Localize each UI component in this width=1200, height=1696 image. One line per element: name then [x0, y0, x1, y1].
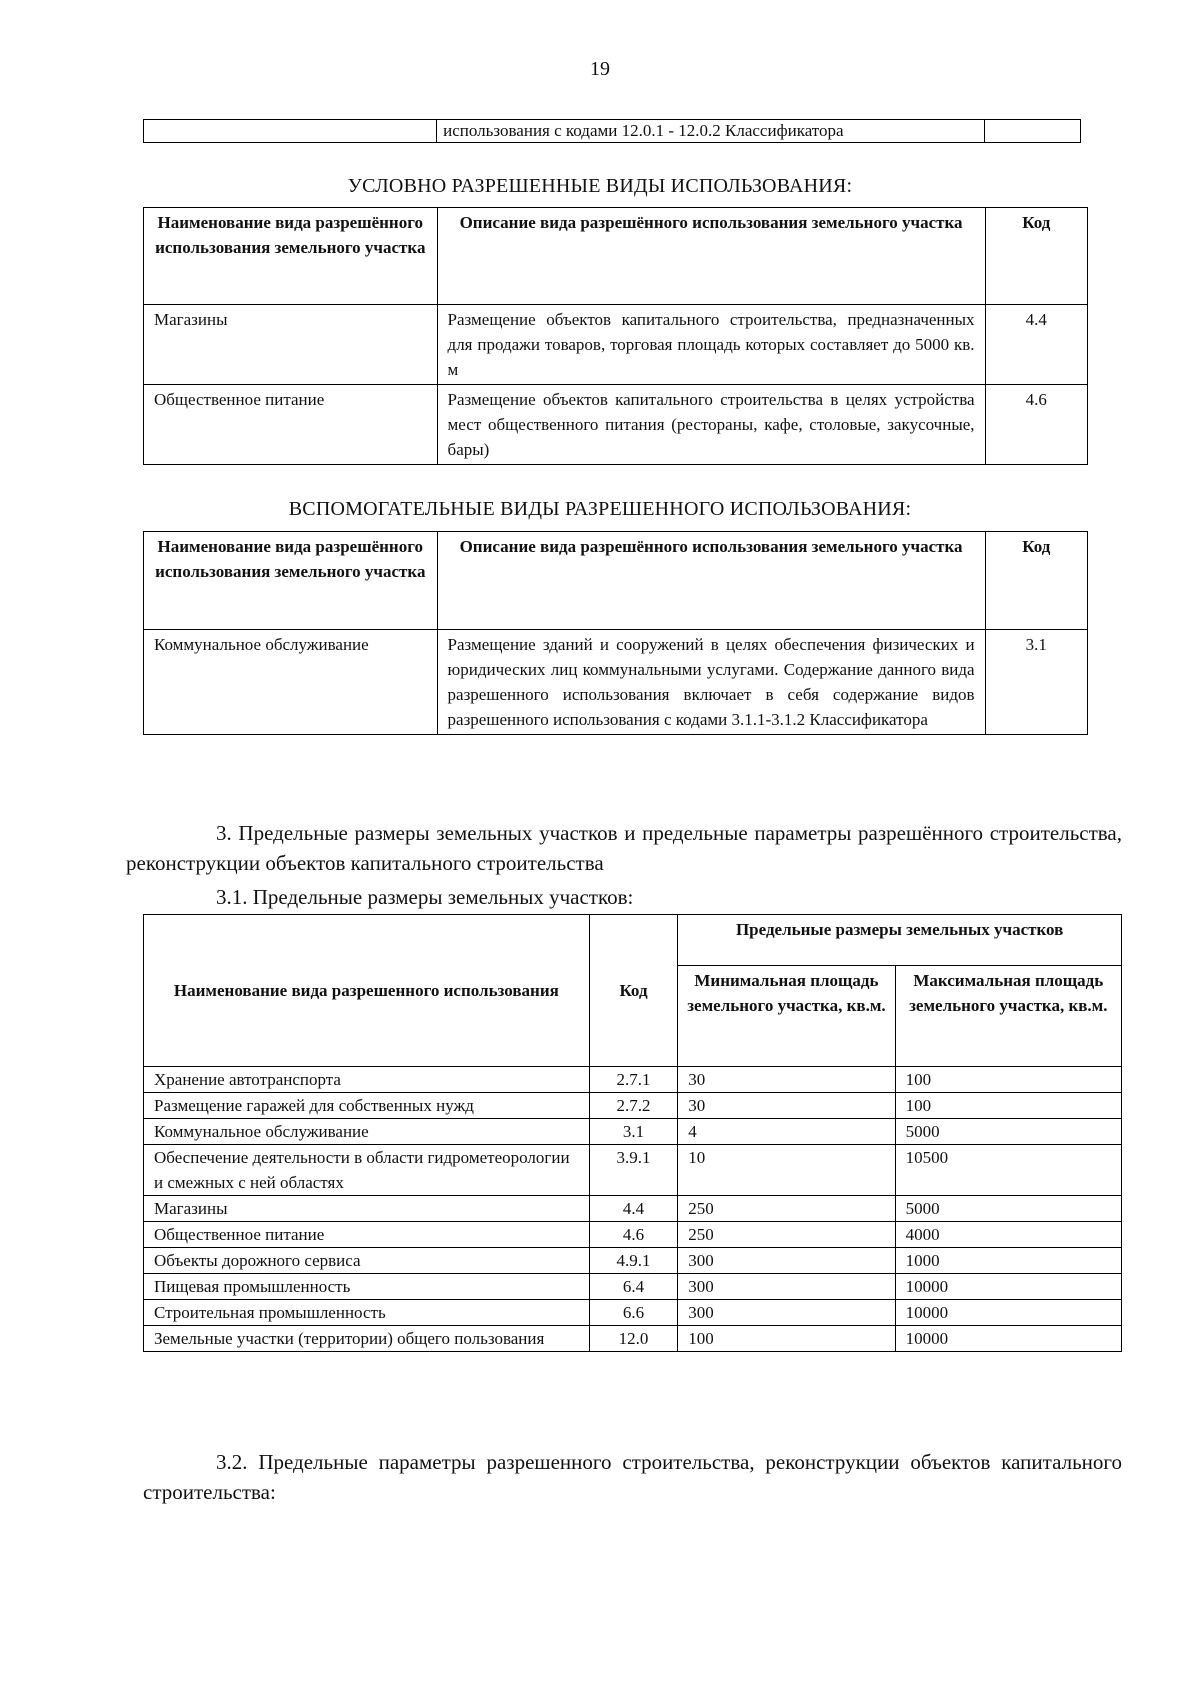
row-name: Земельные участки (территории) общего пользования	[144, 1326, 590, 1352]
row-code: 4.4	[589, 1196, 678, 1222]
table-row	[144, 305, 1088, 385]
row-name: Размещение гаражей для собственных нужд	[144, 1093, 590, 1119]
table-header-row	[144, 208, 1088, 305]
page-number: 19	[590, 58, 610, 80]
row-max-area: 4000	[895, 1222, 1121, 1248]
row-min-area: 300	[678, 1300, 895, 1326]
row-min-area: 30	[678, 1067, 895, 1093]
row-max-area: 10000	[895, 1274, 1121, 1300]
table-row	[144, 1145, 1122, 1196]
table-row	[144, 1248, 1122, 1274]
auxiliary-uses-table	[143, 531, 1088, 735]
header-min-area: Минимальная площадь земельного участка, кв.м.	[678, 966, 895, 1067]
header-code: Код	[985, 532, 1087, 630]
row-min-area: 300	[678, 1248, 895, 1274]
row-code: 2.7.1	[589, 1067, 678, 1093]
table-header-row	[144, 532, 1088, 630]
use-description: Размещение зданий и сооружений в целях обеспечения физических и юридических лиц коммунальными услугами. Содержание данного вида разрешенного использования включает в себя содержание видов разрешенного использования с кодами 3.1.1-3.1.2 Классификатора	[437, 630, 985, 735]
table-row	[144, 630, 1088, 735]
conditional-section-title: УСЛОВНО РАЗРЕШЕННЫЕ ВИДЫ ИСПОЛЬЗОВАНИЯ:	[347, 175, 853, 197]
row-name: Магазины	[144, 1196, 590, 1222]
use-code: 4.4	[985, 305, 1087, 385]
paragraph-3-1: 3.1. Предельные размеры земельных участков:	[216, 885, 634, 909]
use-code: 4.6	[985, 385, 1087, 465]
use-description: Размещение объектов капитального строительства в целях устройства мест общественного питания (рестораны, кафе, столовые, закусочные, бары)	[437, 385, 985, 465]
row-name: Хранение автотранспорта	[144, 1067, 590, 1093]
paragraph-3-2: 3.2. Предельные параметры разрешенного строительства, реконструкции объектов капитального строительства:	[143, 1450, 1122, 1504]
continuation-text: использования с кодами 12.0.1 - 12.0.2 Классификатора	[437, 120, 985, 143]
row-code: 4.9.1	[589, 1248, 678, 1274]
header-name: Наименование вида разрешенного использования	[144, 915, 590, 1067]
row-max-area: 10000	[895, 1300, 1121, 1326]
row-name: Общественное питание	[144, 1222, 590, 1248]
row-max-area: 5000	[895, 1119, 1121, 1145]
use-name: Коммунальное обслуживание	[144, 630, 438, 735]
table-row	[144, 1300, 1122, 1326]
table-row	[144, 1067, 1122, 1093]
row-max-area: 100	[895, 1067, 1121, 1093]
use-name: Магазины	[144, 305, 438, 385]
table-row	[144, 1196, 1122, 1222]
row-code: 4.6	[589, 1222, 678, 1248]
header-description: Описание вида разрешённого использования земельного участка	[437, 208, 985, 305]
row-min-area: 4	[678, 1119, 895, 1145]
row-code: 12.0	[589, 1326, 678, 1352]
conditional-uses-table	[143, 207, 1088, 465]
table-cell-empty	[144, 120, 437, 143]
row-min-area: 30	[678, 1093, 895, 1119]
row-name: Коммунальное обслуживание	[144, 1119, 590, 1145]
row-min-area: 10	[678, 1145, 895, 1196]
table-row	[144, 1274, 1122, 1300]
header-description: Описание вида разрешённого использования земельного участка	[437, 532, 985, 630]
table-row	[144, 1326, 1122, 1352]
header-name: Наименование вида разрешённого использования земельного участка	[144, 532, 438, 630]
header-code: Код	[985, 208, 1087, 305]
row-name: Обеспечение деятельности в области гидрометеорологии и смежных с ней областях	[144, 1145, 590, 1196]
use-code: 3.1	[985, 630, 1087, 735]
table-cell-empty	[985, 120, 1081, 143]
row-name: Объекты дорожного сервиса	[144, 1248, 590, 1274]
row-code: 6.6	[589, 1300, 678, 1326]
paragraph-3: 3. Предельные размеры земельных участков и предельные параметры разрешённого строительства, реконструкции объектов капитального строительства	[126, 821, 1122, 875]
table-header-row	[144, 915, 1122, 966]
continuation-table	[143, 119, 1081, 143]
land-plot-sizes-table	[143, 914, 1122, 1352]
row-code: 3.1	[589, 1119, 678, 1145]
table-row	[144, 385, 1088, 465]
row-max-area: 100	[895, 1093, 1121, 1119]
row-max-area: 10000	[895, 1326, 1121, 1352]
auxiliary-section-title: ВСПОМОГАТЕЛЬНЫЕ ВИДЫ РАЗРЕШЕННОГО ИСПОЛЬЗОВАНИЯ:	[288, 498, 912, 520]
table-row	[144, 120, 1081, 143]
table-row	[144, 1119, 1122, 1145]
row-code: 2.7.2	[589, 1093, 678, 1119]
row-min-area: 100	[678, 1326, 895, 1352]
use-description: Размещение объектов капитального строительства, предназначенных для продажи товаров, торговая площадь которых составляет до 5000 кв. м	[437, 305, 985, 385]
row-code: 6.4	[589, 1274, 678, 1300]
row-min-area: 300	[678, 1274, 895, 1300]
header-size-group: Предельные размеры земельных участков	[678, 915, 1122, 966]
header-code: Код	[589, 915, 678, 1067]
sizes-table-body	[144, 1067, 1122, 1352]
row-min-area: 250	[678, 1196, 895, 1222]
row-name: Пищевая промышленность	[144, 1274, 590, 1300]
header-name: Наименование вида разрешённого использования земельного участка	[144, 208, 438, 305]
use-name: Общественное питание	[144, 385, 438, 465]
table-row	[144, 1093, 1122, 1119]
row-min-area: 250	[678, 1222, 895, 1248]
header-max-area: Максимальная площадь земельного участка, кв.м.	[895, 966, 1121, 1067]
row-max-area: 1000	[895, 1248, 1121, 1274]
row-max-area: 10500	[895, 1145, 1121, 1196]
row-code: 3.9.1	[589, 1145, 678, 1196]
table-row	[144, 1222, 1122, 1248]
row-name: Строительная промышленность	[144, 1300, 590, 1326]
row-max-area: 5000	[895, 1196, 1121, 1222]
